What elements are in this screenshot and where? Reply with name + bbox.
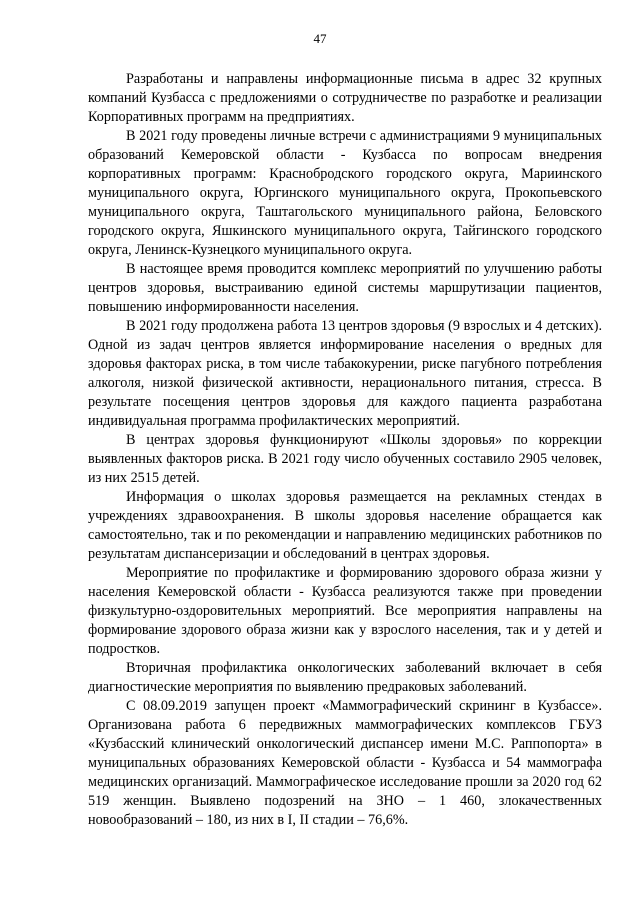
paragraph-health-schools: В центрах здоровья функционируют «Школы здоровья» по коррекции выявленных факторов риска. В 2021 году число обученных составило 2905 человек, из них 2515 детей. xyxy=(88,432,602,486)
paragraph-secondary-prevention: Вторичная профилактика онкологических заболеваний включает в себя диагностические мероприятия по выявлению предраковых заболеваний. xyxy=(88,660,602,695)
paragraph-corporate-letters: Разработаны и направлены информационные письма в адрес 32 крупных компаний Кузбасса с предложениями о сотрудничестве по разработке и реализации Корпоративных программ на предприятиях. xyxy=(88,71,602,125)
page-number: 47 xyxy=(313,31,327,46)
paragraph-health-schools-info: Информация о школах здоровья размещается на рекламных стендах в учреждениях здравоохранения. В школы здоровья население обращается как самостоятельно, так и по рекомендации и направлению медицинских работников по результатам диспансеризации и обследований в центрах здоровья. xyxy=(88,489,602,562)
paragraph-mammography-screening: С 08.09.2019 запущен проект «Маммографический скрининг в Кузбассе». Организована работа 6 передвижных маммографических комплексов ГБУЗ «Кузбасский клинический онкологический диспансер имени М.С. Раппопорта» в муниципальных образованиях Кемеровской области - Кузбасса и 54 маммографа медицинских организаций. Маммографическое исследование прошли за 2020 год 62 519 женщин. Выявлено подозрений на ЗНО – 1 460, злокачественных новообразований – 180, из них в I, II стадии – 76,6%. xyxy=(88,698,602,828)
paragraph-healthy-lifestyle: Мероприятие по профилактике и формированию здорового образа жизни у населения Кемеровской области - Кузбасса реализуются также при проведении физкультурно-оздоровительных мероприятий. Все мероприятия направлены на формирование здорового образа жизни как у взрослого населения, так и у детей и подростков. xyxy=(88,565,602,657)
paragraph-health-centers-improvement: В настоящее время проводится комплекс мероприятий по улучшению работы центров здоровья, выстраиванию единой системы маршрутизации пациентов, повышению информированности населения. xyxy=(88,261,602,315)
paragraph-health-centers-work: В 2021 году продолжена работа 13 центров здоровья (9 взрослых и 4 детских). Одной из задач центров является информирование населения о вредных для здоровья факторах риска, в том числе табакокурении, риске пагубного потребления алкоголя, низкой физической активности, нерационального питания, стресса. В результате посещения центров здоровья для каждого пациента разработана индивидуальная программа профилактических мероприятий. xyxy=(88,318,602,429)
document-body xyxy=(88,70,602,830)
paragraph-municipal-meetings: В 2021 году проведены личные встречи с администрациями 9 муниципальных образований Кемеровской области - Кузбасса по вопросам внедрения корпоративных программ: Краснобродского городского округа, Мариинского муниципального округа, Юргинского муниципального округа, Прокопьевского муниципального округа, Таштагольского муниципального района, Беловского городского округа, Яшкинского муниципального округа, Тайгинского городского округа, Ленинск-Кузнецкого муниципального округа. xyxy=(88,128,602,258)
